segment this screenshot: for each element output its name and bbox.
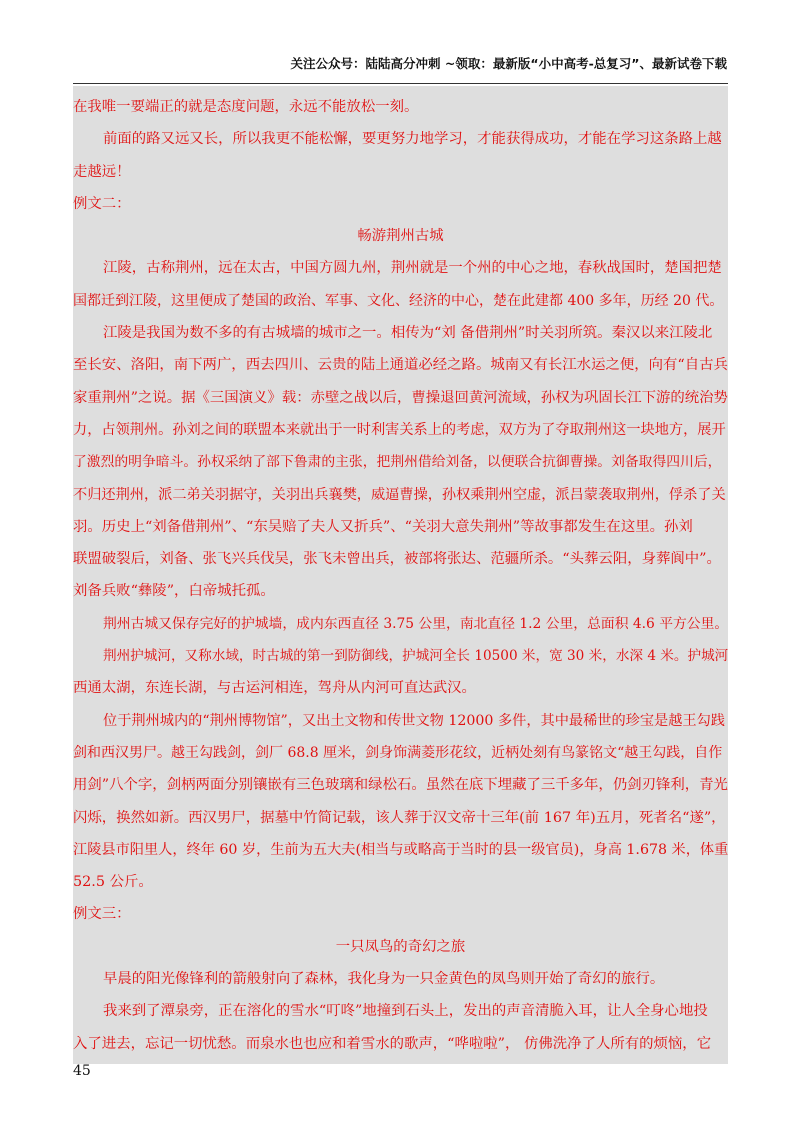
section-title: 一只凤鸟的奇幻之旅 bbox=[335, 938, 466, 955]
section-title: 畅游荆州古城 bbox=[357, 228, 444, 245]
text-line: 家重荆州”之说。据《三国演义》载：赤壁之战以后，曹操退回黄河流域，孙权为巩固长江下游的统治势 bbox=[73, 389, 728, 406]
text-line: 了激烈的明争暗斗。孙权采纳了部下鲁肃的主张，把荆州借给刘备，以便联合抗御曹操。刘备取得四川后， bbox=[73, 454, 722, 471]
text-line: 位于荆州城内的“荆州博物馆”，又出土文物和传世文物 12000 多件，其中最稀世的珍宝是越王勾践 bbox=[103, 712, 725, 729]
text-line: 不归还荆州，派二弟关羽据守，关羽出兵襄樊，威逼曹操，孙权乘荆州空虚，派吕蒙袭取荆州，俘杀了关 bbox=[73, 486, 726, 503]
page-number: 45 bbox=[73, 1063, 91, 1079]
text-line: 走越远！ bbox=[73, 163, 131, 180]
text-line: 江陵县市阳里人，终年 60 岁，生前为五大夫(相当与或略高于当时的县一级官员)，身高 1.678 米，体重 bbox=[73, 841, 728, 858]
text-line: 刘备兵败“彝陵”，白帝城托孤。 bbox=[73, 583, 275, 600]
text-line: 荆州护城河，又称水域，时古城的第一到防御线，护城河全长 10500 米，宽 30 米，水深 4 米。护城河 bbox=[103, 648, 728, 665]
text-line: 52.5 公斤。 bbox=[73, 874, 153, 891]
text-line: 用剑”八个字，剑柄两面分别镶嵌有三色玻璃和绿松石。虽然在底下埋藏了三千多年，仍剑刃锋利，青光 bbox=[73, 777, 728, 794]
text-line: 江陵，古称荆州，远在太古，中国方圆九州，荆州就是一个州的中心之地，春秋战国时，楚国把楚 bbox=[103, 260, 722, 277]
header-divider bbox=[73, 83, 728, 84]
text-line: 在我唯一要端正的就是态度问题，永远不能放松一刻。 bbox=[73, 99, 419, 115]
text-line: 联盟破裂后，刘备、张飞兴兵伐吴，张飞未曾出兵，被部将张达、范疆所杀。“头葬云阳，身葬阆中”。 bbox=[73, 551, 721, 568]
text-line: 入了进去，忘记一切忧愁。而泉水也也应和着雪水的歌声，“哗啦啦”， 仿佛洗净了人所有的烦恼，它 bbox=[73, 1035, 712, 1052]
text-line: 例文三： bbox=[73, 906, 131, 923]
text-line: 荆州古城又保存完好的护城墙，成内东西直径 3.75 公里，南北直径 1.2 公里，总面积 4.6 平方公里。 bbox=[103, 615, 728, 632]
text-line: 闪烁，换然如新。西汉男尸，据墓中竹简记载，该人葬于汉文帝十三年(前 167 年)五月，死者名“遂”， bbox=[73, 809, 726, 826]
text-line: 西通太湖，东连长湖，与古运河相连，驾舟从内河可直达武汉。 bbox=[73, 680, 476, 697]
text-line: 至长安、洛阳，南下两广，西去四川、云贵的陆上通道必经之路。城南又有长江水运之便，向有“自古兵 bbox=[73, 357, 728, 374]
text-line: 力，占领荆州。孙刘之间的联盟本来就出于一时利害关系上的考虑，双方为了夺取荆州这一块地方，展开 bbox=[73, 421, 726, 438]
text-line: 例文二： bbox=[73, 195, 131, 212]
text-line: 剑和西汉男尸。越王勾践剑，剑厂 68.8 厘米，剑身饰满菱形花纹，近柄处刻有鸟篆铭文“越王勾践，自作 bbox=[73, 744, 723, 761]
text-line: 江陵是我国为数不多的有古城墙的城市之一。相传为“刘 备借荆州”时关羽所筑。秦汉以来江陵北 bbox=[103, 325, 713, 342]
document-body bbox=[73, 86, 728, 1064]
text-line: 羽。历史上“刘备借荆州”、“东吴赔了夫人又折兵”、“关羽大意失荆州”等故事都发生在这里。孙刘 bbox=[73, 518, 693, 535]
text-line: 前面的路又远又长，所以我更不能松懈，要更努力地学习，才能获得成功，才能在学习这条路上越 bbox=[103, 131, 722, 148]
text-line: 我来到了潭泉旁，正在溶化的雪水“叮咚”地撞到石头上，发出的声音清脆入耳，让人全身心地投 bbox=[103, 1003, 708, 1020]
text-line: 早晨的阳光像锋利的箭般射向了森林，我化身为一只金黄色的凤鸟则开始了奇幻的旅行。 bbox=[103, 971, 665, 988]
text-line: 国都迁到江陵，这里便成了楚国的政治、军事、文化、经济的中心，楚在此建都 400 多年，历经 20 代。 bbox=[73, 292, 724, 309]
page-header: 关注公众号：陆陆高分冲刺 ~领取：最新版“小中高考-总复习”、最新试卷下载 bbox=[290, 56, 727, 71]
